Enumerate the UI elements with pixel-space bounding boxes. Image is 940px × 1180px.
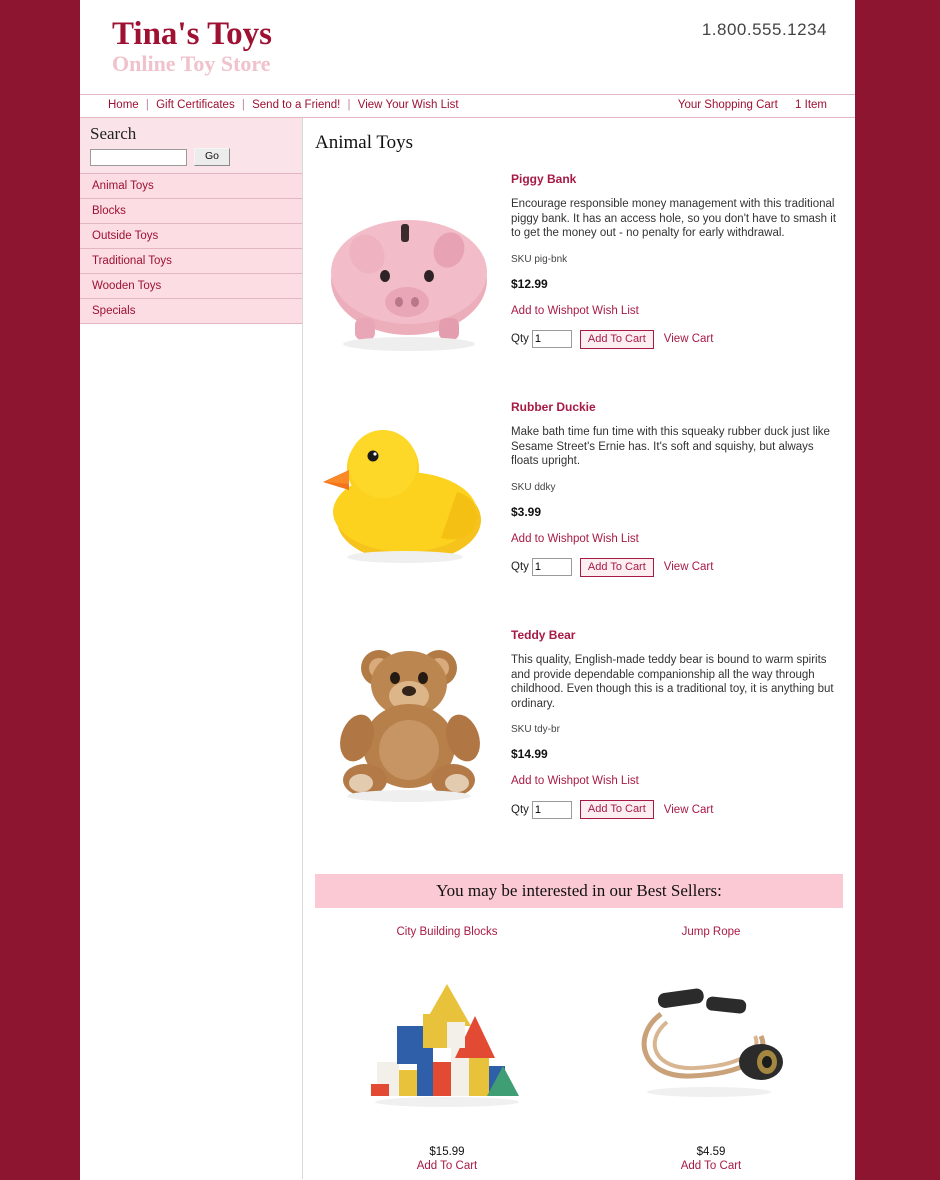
nav-item-view-your-wish-list[interactable]: View Your Wish List — [357, 99, 459, 111]
page-container — [80, 0, 855, 1180]
piggy-bank-image[interactable] — [317, 172, 507, 362]
cart-controls — [511, 330, 843, 349]
main-column — [302, 118, 855, 1179]
shopping-cart-link[interactable]: Your Shopping Cart — [677, 99, 778, 111]
product-name[interactable]: Teddy Bear — [511, 628, 576, 642]
cart-controls — [511, 558, 843, 577]
add-to-cart-link[interactable]: Add To Cart — [416, 1160, 478, 1172]
rubber-duck-image[interactable] — [317, 400, 507, 590]
add-to-cart-button[interactable]: Add To Cart — [580, 330, 654, 349]
product-card — [303, 628, 855, 838]
cart-status — [678, 99, 827, 111]
product-price: $12.99 — [511, 276, 548, 291]
logo-secondary-text: Online Toy Store — [112, 51, 271, 76]
best-seller-price: $15.99 — [429, 1146, 465, 1158]
best-sellers-section — [315, 874, 843, 1172]
search-panel — [80, 118, 302, 174]
quantity-label: Qty — [511, 803, 529, 816]
nav-separator: | — [145, 99, 149, 111]
view-cart-link[interactable]: View Cart — [663, 561, 714, 573]
add-to-wishlist-link[interactable]: Add to Wishpot Wish List — [511, 775, 639, 787]
sidebar-item-blocks[interactable]: Blocks — [80, 199, 302, 224]
best-seller-item — [315, 924, 579, 1172]
main-navbar — [80, 94, 855, 118]
best-sellers-heading: You may be interested in our Best Sellers: — [315, 874, 843, 908]
teddy-bear-image[interactable] — [317, 628, 507, 818]
search-row — [90, 148, 292, 166]
sidebar — [80, 118, 302, 324]
product-sku: SKU pig-bnk — [511, 253, 568, 265]
sidebar-item-outside-toys[interactable]: Outside Toys — [80, 224, 302, 249]
sidebar-item-wooden-toys[interactable]: Wooden Toys — [80, 274, 302, 299]
content-area — [80, 118, 855, 1179]
product-description: Make bath time fun time with this squeaky rubber duck just like Sesame Street's Ernie has. It's soft and squishy, but always floats upright. — [511, 426, 830, 467]
product-info — [511, 172, 855, 349]
quantity-input[interactable] — [532, 330, 572, 348]
add-to-cart-button[interactable]: Add To Cart — [580, 558, 654, 577]
best-seller-name[interactable]: City Building Blocks — [396, 926, 498, 938]
nav-links — [108, 99, 459, 111]
sidebar-item-specials[interactable]: Specials — [80, 299, 302, 324]
jump-rope-image[interactable] — [621, 966, 801, 1116]
page-title: Animal Toys — [315, 132, 414, 153]
nav-separator: | — [347, 99, 351, 111]
cart-item-count: 1 Item — [795, 99, 827, 111]
search-heading: Search — [90, 124, 137, 143]
product-sku: SKU ddky — [511, 481, 556, 493]
view-cart-link[interactable]: View Cart — [663, 333, 714, 345]
best-seller-item — [579, 924, 843, 1172]
logo-primary-text: Tina's Toys — [112, 16, 272, 52]
best-seller-price: $4.59 — [696, 1146, 726, 1158]
phone-number: 1.800.555.1234 — [701, 20, 827, 39]
product-price: $3.99 — [511, 504, 542, 519]
nav-item-home[interactable]: Home — [108, 99, 139, 111]
add-to-cart-button[interactable]: Add To Cart — [580, 800, 654, 819]
search-input[interactable] — [90, 149, 187, 166]
cart-controls — [511, 800, 843, 819]
product-card — [303, 172, 855, 382]
product-info — [511, 628, 855, 819]
product-info — [511, 400, 855, 577]
building-blocks-image[interactable] — [357, 966, 537, 1116]
product-name[interactable]: Rubber Duckie — [511, 400, 596, 414]
sidebar-item-traditional-toys[interactable]: Traditional Toys — [80, 249, 302, 274]
product-sku: SKU tdy-br — [511, 724, 560, 735]
nav-item-gift-certificates[interactable]: Gift Certificates — [156, 99, 235, 111]
quantity-input[interactable] — [532, 801, 572, 819]
view-cart-link[interactable]: View Cart — [663, 803, 714, 816]
search-go-button[interactable]: Go — [194, 148, 230, 166]
product-price: $14.99 — [511, 747, 548, 761]
site-logo[interactable] — [112, 18, 272, 75]
quantity-input[interactable] — [532, 558, 572, 576]
add-to-wishlist-link[interactable]: Add to Wishpot Wish List — [511, 532, 639, 545]
add-to-cart-link[interactable]: Add To Cart — [680, 1160, 742, 1172]
quantity-label: Qty — [511, 561, 529, 573]
best-sellers-grid — [315, 924, 843, 1172]
site-header — [80, 0, 855, 94]
nav-item-send-to-a-friend[interactable]: Send to a Friend! — [252, 99, 341, 111]
product-card — [303, 400, 855, 610]
product-description: This quality, English-made teddy bear is bound to warm spirits and provide dependable companionship all the way through childhood. Even though this is a traditional toy, it is anything but ordinary. — [511, 654, 834, 710]
sidebar-item-animal-toys[interactable]: Animal Toys — [80, 174, 302, 199]
nav-separator: | — [241, 99, 245, 111]
add-to-wishlist-link[interactable]: Add to Wishpot Wish List — [511, 304, 639, 317]
product-name[interactable]: Piggy Bank — [511, 172, 577, 186]
product-description: Encourage responsible money management with this traditional piggy bank. It has an access hole, so you don't have to smash it to get the money out - no penalty for early withdrawal. — [511, 198, 837, 239]
best-seller-name[interactable]: Jump Rope — [681, 926, 741, 938]
quantity-label: Qty — [511, 333, 529, 345]
